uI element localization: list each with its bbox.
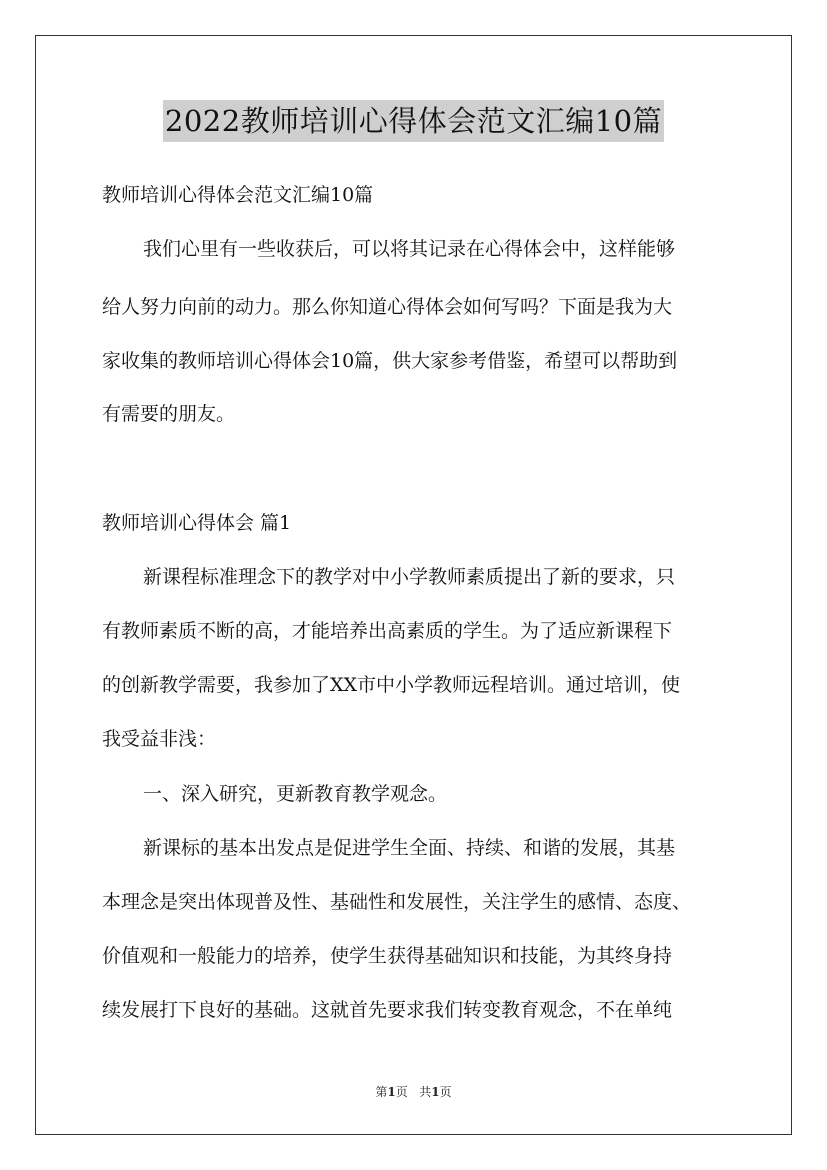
footer-total-prefix: 共 [419, 1085, 432, 1099]
paragraph-line: 价值观和一般能力的培养，使学生获得基础知识和技能，为其终身持 [102, 945, 673, 967]
section-heading: 教师培训心得体会 篇1 [102, 512, 292, 534]
footer-total-number: 1 [431, 1085, 440, 1099]
title-container [0, 100, 827, 142]
paragraph-line: 的创新教学需要，我参加了XX市中小学教师远程培训。通过培训，使 [102, 674, 681, 696]
page-footer [0, 1083, 827, 1100]
paragraph-line: 我们心里有一些收获后，可以将其记录在心得体会中，这样能够 [143, 238, 676, 260]
paragraph-line: 有教师素质不断的高，才能培养出高素质的学生。为了适应新课程下 [102, 620, 673, 642]
footer-total-suffix: 页 [439, 1085, 452, 1099]
footer-page-prefix: 第 [375, 1085, 388, 1099]
paragraph-line: 我受益非浅： [102, 728, 217, 750]
paragraph-line: 新课程标准理念下的教学对中小学教师素质提出了新的要求，只 [143, 566, 676, 588]
paragraph-line: 新课标的基本出发点是促进学生全面、持续、和谐的发展，其基 [143, 837, 676, 859]
footer-page-suffix: 页 [395, 1085, 408, 1099]
document-title: 2022教师培训心得体会范文汇编10篇 [163, 100, 664, 142]
subtitle-line: 教师培训心得体会范文汇编10篇 [102, 184, 374, 206]
paragraph-line: 本理念是突出体现普及性、基础性和发展性，关注学生的感情、态度、 [102, 891, 692, 913]
paragraph-line: 给人努力向前的动力。那么你知道心得体会如何写吗？下面是我为大 [102, 296, 673, 318]
paragraph-line: 续发展打下良好的基础。这就首先要求我们转变教育观念，不在单纯 [102, 999, 673, 1021]
paragraph-line: 有需要的朋友。 [102, 403, 236, 425]
footer-page-number: 1 [387, 1085, 396, 1099]
paragraph-line: 家收集的教师培训心得体会10篇，供大家参考借鉴，希望可以帮助到 [102, 350, 678, 372]
subsection-heading: 一、深入研究，更新教育教学观念。 [143, 783, 448, 805]
